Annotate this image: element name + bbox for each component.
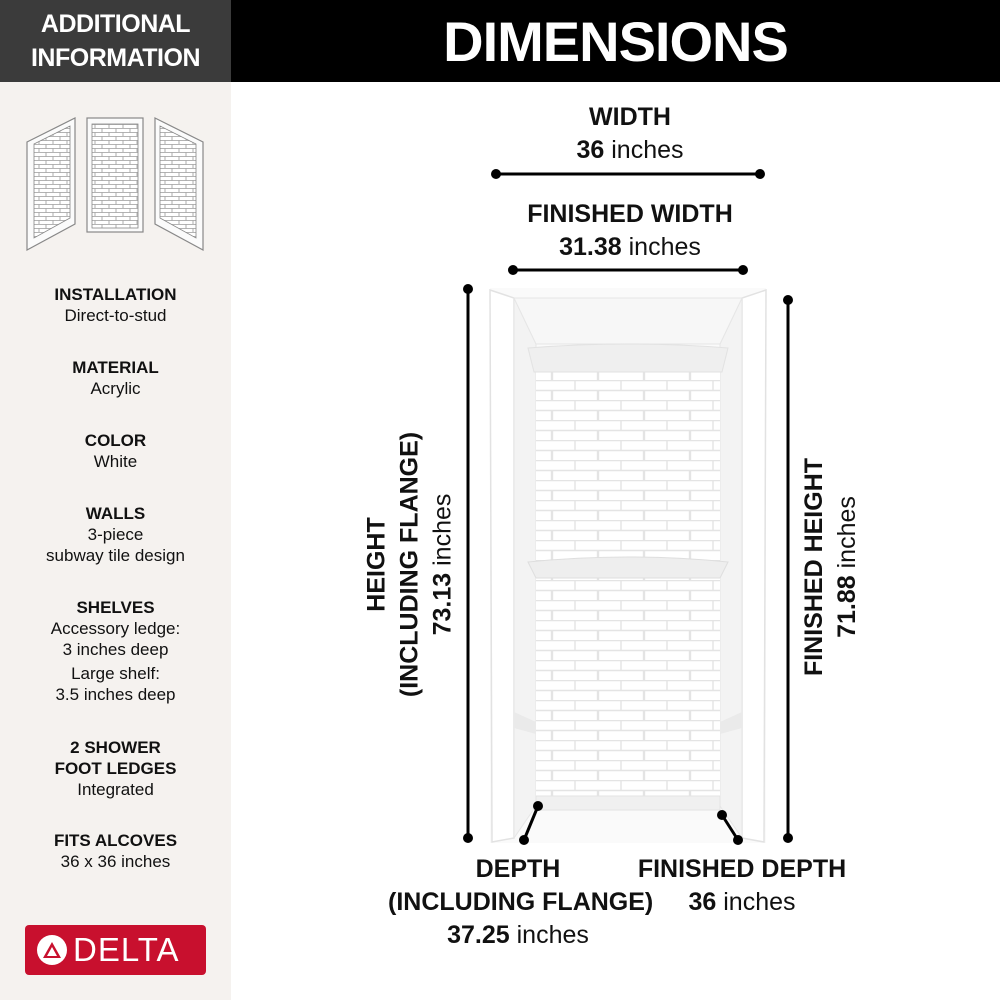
- width-dimension-line: [491, 169, 765, 179]
- spec-label: 2 SHOWER: [70, 738, 161, 757]
- finished-height-value: 71.88: [833, 575, 861, 638]
- height-label: [361, 415, 460, 715]
- height-subtitle: (INCLUDING FLANGE): [395, 431, 424, 698]
- height-unit: inches: [428, 493, 457, 566]
- finished-height-unit: inches: [833, 496, 861, 569]
- spec-value-4: 3.5 inches deep: [55, 685, 176, 704]
- height-dimension-line: [463, 284, 473, 843]
- finished-depth-unit: inches: [723, 888, 796, 916]
- spec-value: Direct-to-stud: [64, 306, 167, 325]
- finished-height-label: [798, 417, 864, 717]
- finished-depth-value: 36: [688, 888, 717, 916]
- finished-width-unit: inches: [628, 233, 701, 261]
- width-label: [530, 101, 730, 167]
- finished-width-label: [500, 198, 760, 264]
- spec-label: COLOR: [84, 431, 147, 450]
- spec-label: FITS ALCOVES: [53, 831, 178, 850]
- depth-value: 37.25: [447, 921, 510, 949]
- spec-label: MATERIAL: [72, 358, 159, 377]
- depth-title: DEPTH: [475, 855, 561, 883]
- width-title: WIDTH: [589, 103, 671, 131]
- finished-width-title: FINISHED WIDTH: [527, 200, 733, 228]
- spec-label: SHELVES: [76, 598, 155, 617]
- spec-value: Integrated: [77, 780, 154, 799]
- spec-value: Accessory ledge:: [50, 619, 181, 638]
- width-unit: inches: [611, 136, 684, 164]
- spec-value-2: subway tile design: [46, 546, 185, 565]
- finished-width-value: 31.38: [559, 233, 622, 261]
- delta-wordmark: DELTA: [73, 931, 180, 968]
- height-title: HEIGHT: [362, 517, 391, 612]
- sidebar-header-line2: INFORMATION: [30, 44, 200, 72]
- spec-value: White: [93, 452, 138, 471]
- spec-value: Acrylic: [90, 379, 141, 398]
- spec-value-2: 3 inches deep: [62, 640, 169, 659]
- spec-value: 36 x 36 inches: [60, 852, 171, 871]
- shower-enclosure: [490, 288, 766, 843]
- sidebar-header-line1: ADDITIONAL: [40, 10, 191, 38]
- spec-value-3: Large shelf:: [71, 664, 160, 683]
- spec-label: WALLS: [85, 504, 146, 523]
- spec-label-2: FOOT LEDGES: [54, 759, 177, 778]
- width-value: 36: [576, 136, 605, 164]
- depth-label: [388, 853, 654, 952]
- spec-label: INSTALLATION: [54, 285, 177, 304]
- finished-height-dimension-line: [783, 295, 793, 843]
- height-value: 73.13: [428, 572, 457, 636]
- depth-unit: inches: [516, 921, 589, 949]
- finished-height-title: FINISHED HEIGHT: [800, 457, 828, 677]
- finished-depth-title: FINISHED DEPTH: [637, 855, 847, 883]
- finished-depth-label: [632, 853, 852, 919]
- finished-width-dimension-line: [508, 265, 748, 275]
- spec-value: 3-piece: [87, 525, 144, 544]
- depth-subtitle: (INCLUDING FLANGE): [388, 888, 654, 916]
- page-title: DIMENSIONS: [231, 0, 1000, 82]
